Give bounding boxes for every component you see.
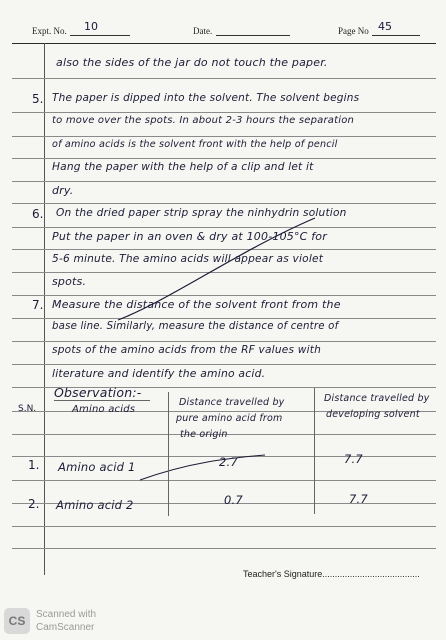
step-number: 7. xyxy=(32,298,44,312)
text-line: Measure the distance of the solvent front from the xyxy=(52,298,341,311)
text-line: Hang the paper with the help of a clip and let it xyxy=(52,161,314,173)
step-number: 5. xyxy=(32,92,44,106)
date-label: Date. xyxy=(193,26,213,36)
page-label: Page No xyxy=(338,26,369,36)
row-sn: 1. xyxy=(28,458,40,472)
camscanner-logo: CS xyxy=(4,608,30,634)
text-line: 5-6 minute. The amino acids will appear as violet xyxy=(52,253,324,265)
row-pure-distance: 0.7 xyxy=(224,493,243,507)
text-line: dry. xyxy=(52,184,74,197)
col-header-solvent-line1: Distance travelled by xyxy=(324,393,430,404)
col-header-pure-line3: the origin xyxy=(180,429,228,440)
col-header-sn: S.N. xyxy=(18,404,37,414)
page-value: 45 xyxy=(378,20,392,33)
row-sn: 2. xyxy=(28,497,40,511)
teacher-signature-label: Teacher's Signature....................................... xyxy=(243,569,420,579)
text-line: literature and identify the amino acid. xyxy=(52,367,266,380)
text-line: spots. xyxy=(52,275,87,288)
row-amino-name: Amino acid 1 xyxy=(58,460,136,474)
step-number: 6. xyxy=(32,207,44,221)
expt-label: Expt. No. xyxy=(32,26,67,36)
text-line: Put the paper in an oven & dry at 100-105°C for xyxy=(52,230,327,243)
text-line: to move over the spots. In about 2-3 hours the separation xyxy=(52,115,355,126)
col-header-solvent-line2: developing solvent xyxy=(326,409,420,420)
row-solvent-distance: 7.7 xyxy=(349,492,368,506)
col-header-pure-line2: pure amino acid from xyxy=(176,413,283,424)
col-header-pure-line1: Distance travelled by xyxy=(179,397,285,408)
text-line: also the sides of the jar do not touch the paper. xyxy=(56,56,328,69)
expt-value: 10 xyxy=(84,20,98,33)
table-divider xyxy=(314,388,315,514)
table-divider xyxy=(168,392,169,516)
observation-heading: Observation:- xyxy=(54,385,142,400)
camscanner-text: CamScanner xyxy=(36,622,95,633)
text-line: spots of the amino acids from the RF values with xyxy=(52,344,322,356)
scanned-with-text: Scanned with xyxy=(36,609,97,620)
text-line: The paper is dipped into the solvent. The solvent begins xyxy=(52,92,360,104)
row-solvent-distance: 7.7 xyxy=(344,452,363,466)
text-line: On the dried paper strip spray the ninhydrin solution xyxy=(56,207,347,219)
col-header-amino: Amino acids xyxy=(72,404,136,415)
row-pure-distance: 2.7 xyxy=(219,455,238,469)
text-line: of amino acids is the solvent front with the help of pencil xyxy=(52,139,338,150)
row-amino-name: Amino acid 2 xyxy=(56,498,134,512)
text-line: base line. Similarly, measure the distance of centre of xyxy=(52,321,339,332)
heading-underline xyxy=(54,400,150,401)
